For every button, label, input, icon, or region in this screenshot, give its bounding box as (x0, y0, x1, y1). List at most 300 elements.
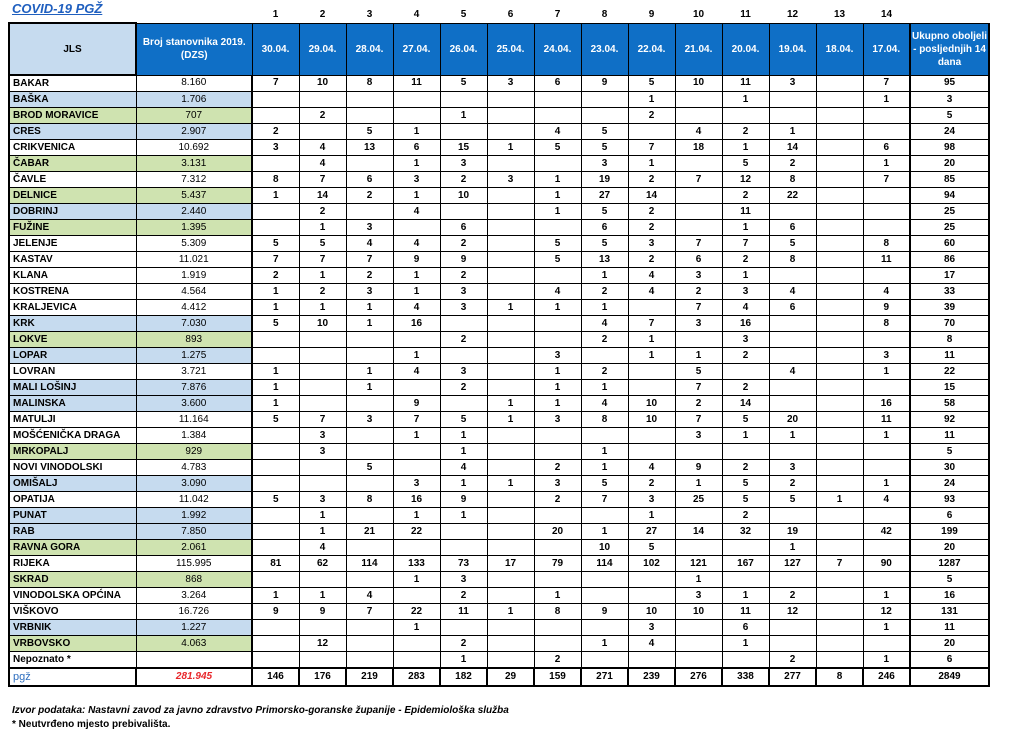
daily-cases: 5 (769, 236, 816, 252)
daily-cases: 7 (346, 252, 393, 268)
municipality-name: BAŠKA (9, 92, 136, 108)
daily-cases: 1 (393, 428, 440, 444)
daily-cases (487, 268, 534, 284)
daily-cases (487, 204, 534, 220)
daily-cases: 5 (346, 460, 393, 476)
header-date: 19.04. (769, 23, 816, 75)
population-value: 11.021 (136, 252, 252, 268)
daily-cases: 2 (252, 124, 299, 140)
daily-cases (487, 220, 534, 236)
totals-daily: 146 (252, 668, 299, 686)
daily-cases: 2 (628, 108, 675, 124)
daily-cases: 62 (299, 556, 346, 572)
daily-cases: 7 (346, 604, 393, 620)
daily-cases (346, 476, 393, 492)
daily-cases (346, 652, 393, 669)
daily-cases: 7 (675, 300, 722, 316)
population-value: 10.692 (136, 140, 252, 156)
daily-cases: 9 (252, 604, 299, 620)
daily-cases: 7 (299, 412, 346, 428)
daily-cases: 1 (299, 588, 346, 604)
daily-cases (534, 332, 581, 348)
daily-cases: 5 (628, 75, 675, 92)
daily-cases: 1 (487, 396, 534, 412)
daily-cases (534, 540, 581, 556)
header-total: Ukupno oboljeli - posljednjih 14 dana (910, 23, 989, 75)
daily-cases (346, 204, 393, 220)
daily-cases: 6 (346, 172, 393, 188)
daily-cases: 7 (299, 172, 346, 188)
daily-cases (675, 220, 722, 236)
daily-cases (816, 220, 863, 236)
daily-cases (816, 124, 863, 140)
daily-cases (816, 108, 863, 124)
daily-cases (769, 332, 816, 348)
daily-cases: 73 (440, 556, 487, 572)
column-number: 1 (272, 9, 279, 21)
daily-cases (769, 92, 816, 108)
daily-cases: 7 (252, 252, 299, 268)
daily-cases: 3 (769, 75, 816, 92)
daily-cases (816, 412, 863, 428)
daily-cases: 3 (863, 348, 910, 364)
total-cases: 11 (910, 620, 989, 636)
totals-grand: 2849 (910, 668, 989, 686)
table-row (9, 540, 989, 556)
population-value: 8.160 (136, 75, 252, 92)
daily-cases (722, 444, 769, 460)
daily-cases: 13 (346, 140, 393, 156)
daily-cases: 1 (252, 588, 299, 604)
daily-cases (581, 620, 628, 636)
daily-cases (534, 572, 581, 588)
daily-cases (675, 108, 722, 124)
daily-cases: 4 (299, 140, 346, 156)
daily-cases (863, 268, 910, 284)
daily-cases (487, 156, 534, 172)
daily-cases (675, 652, 722, 669)
daily-cases (346, 92, 393, 108)
daily-cases: 1 (722, 92, 769, 108)
daily-cases: 11 (722, 75, 769, 92)
daily-cases (628, 364, 675, 380)
daily-cases: 20 (534, 524, 581, 540)
daily-cases: 2 (299, 284, 346, 300)
daily-cases: 2 (440, 380, 487, 396)
daily-cases: 7 (393, 412, 440, 428)
daily-cases: 2 (440, 588, 487, 604)
daily-cases (487, 492, 534, 508)
header-date: 25.04. (487, 23, 534, 75)
header-date: 22.04. (628, 23, 675, 75)
daily-cases: 1 (534, 364, 581, 380)
daily-cases: 127 (769, 556, 816, 572)
total-cases: 5 (910, 572, 989, 588)
daily-cases (628, 428, 675, 444)
daily-cases: 8 (346, 75, 393, 92)
daily-cases: 10 (628, 396, 675, 412)
report-title: COVID-19 PGŽ (12, 1, 103, 16)
daily-cases (816, 620, 863, 636)
population-value: 4.412 (136, 300, 252, 316)
daily-cases (487, 316, 534, 332)
total-cases: 25 (910, 220, 989, 236)
daily-cases (487, 508, 534, 524)
table-row (9, 492, 989, 508)
daily-cases: 7 (299, 252, 346, 268)
daily-cases: 1 (440, 476, 487, 492)
daily-cases (675, 204, 722, 220)
daily-cases: 1 (252, 300, 299, 316)
daily-cases (393, 540, 440, 556)
daily-cases (628, 444, 675, 460)
table-row (9, 380, 989, 396)
daily-cases (816, 460, 863, 476)
population-value: 7.030 (136, 316, 252, 332)
daily-cases (299, 124, 346, 140)
header-date: 29.04. (299, 23, 346, 75)
total-cases: 131 (910, 604, 989, 620)
spacer-cell (136, 8, 252, 23)
daily-cases (816, 380, 863, 396)
daily-cases: 1 (534, 204, 581, 220)
daily-cases (675, 92, 722, 108)
table-row (9, 156, 989, 172)
daily-cases: 11 (722, 204, 769, 220)
daily-cases: 7 (581, 492, 628, 508)
daily-cases (863, 332, 910, 348)
daily-cases (487, 620, 534, 636)
population-value: 1.384 (136, 428, 252, 444)
total-cases: 3 (910, 92, 989, 108)
daily-cases: 1 (487, 140, 534, 156)
municipality-name: BAKAR (9, 75, 136, 92)
municipality-name: RAB (9, 524, 136, 540)
daily-cases (346, 636, 393, 652)
daily-cases: 16 (722, 316, 769, 332)
daily-cases: 3 (393, 172, 440, 188)
daily-cases (440, 540, 487, 556)
municipality-name: CRES (9, 124, 136, 140)
municipality-name: ČAVLE (9, 172, 136, 188)
daily-cases: 7 (722, 236, 769, 252)
table-row (9, 604, 989, 620)
total-cases: 86 (910, 252, 989, 268)
municipality-name: LOPAR (9, 348, 136, 364)
daily-cases: 2 (628, 252, 675, 268)
daily-cases: 3 (675, 588, 722, 604)
daily-cases: 10 (299, 316, 346, 332)
total-cases: 95 (910, 75, 989, 92)
daily-cases (393, 636, 440, 652)
daily-cases (816, 332, 863, 348)
daily-cases: 3 (440, 572, 487, 588)
daily-cases (393, 588, 440, 604)
daily-cases (252, 348, 299, 364)
daily-cases: 12 (299, 636, 346, 652)
footnote: * Neutvrđeno mjesto prebivališta. (12, 719, 171, 730)
daily-cases: 1 (863, 588, 910, 604)
daily-cases: 2 (440, 636, 487, 652)
daily-cases (440, 620, 487, 636)
municipality-name: NOVI VINODOLSKI (9, 460, 136, 476)
daily-cases: 1 (299, 268, 346, 284)
totals-daily: 246 (863, 668, 910, 686)
daily-cases: 2 (534, 652, 581, 669)
daily-cases (299, 572, 346, 588)
municipality-name: ČABAR (9, 156, 136, 172)
daily-cases: 1 (581, 268, 628, 284)
totals-daily: 277 (769, 668, 816, 686)
table-row (9, 428, 989, 444)
daily-cases: 2 (534, 460, 581, 476)
daily-cases (816, 636, 863, 652)
table-row (9, 652, 989, 669)
daily-cases (393, 460, 440, 476)
daily-cases (769, 508, 816, 524)
daily-cases: 3 (628, 620, 675, 636)
daily-cases (487, 284, 534, 300)
table-row (9, 412, 989, 428)
daily-cases: 1 (252, 364, 299, 380)
daily-cases: 3 (440, 300, 487, 316)
daily-cases: 3 (440, 156, 487, 172)
daily-cases: 4 (346, 236, 393, 252)
daily-cases: 3 (346, 284, 393, 300)
daily-cases: 7 (252, 75, 299, 92)
daily-cases (769, 204, 816, 220)
daily-cases: 18 (675, 140, 722, 156)
daily-cases: 11 (863, 412, 910, 428)
daily-cases: 3 (393, 476, 440, 492)
daily-cases: 12 (722, 172, 769, 188)
table-row (9, 348, 989, 364)
total-cases: 24 (910, 124, 989, 140)
daily-cases (816, 156, 863, 172)
municipality-name: MALINSKA (9, 396, 136, 412)
totals-daily: 271 (581, 668, 628, 686)
daily-cases: 1 (393, 124, 440, 140)
daily-cases: 9 (581, 75, 628, 92)
municipality-name: VIŠKOVO (9, 604, 136, 620)
daily-cases (487, 348, 534, 364)
daily-cases: 4 (722, 300, 769, 316)
daily-cases: 3 (628, 492, 675, 508)
daily-cases: 4 (628, 284, 675, 300)
header-date: 21.04. (675, 23, 722, 75)
daily-cases (816, 348, 863, 364)
daily-cases (393, 92, 440, 108)
daily-cases (440, 316, 487, 332)
population-value: 929 (136, 444, 252, 460)
total-cases: 11 (910, 428, 989, 444)
column-number: 4 (413, 9, 420, 21)
daily-cases: 1 (863, 156, 910, 172)
table-row (9, 92, 989, 108)
population-value: 11.164 (136, 412, 252, 428)
daily-cases (299, 652, 346, 669)
daily-cases: 7 (675, 236, 722, 252)
daily-cases: 2 (299, 204, 346, 220)
daily-cases: 1 (675, 572, 722, 588)
daily-cases: 5 (581, 124, 628, 140)
daily-cases (816, 204, 863, 220)
municipality-name: OMIŠALJ (9, 476, 136, 492)
daily-cases (487, 572, 534, 588)
daily-cases: 6 (534, 75, 581, 92)
municipality-name: RAVNA GORA (9, 540, 136, 556)
daily-cases (863, 636, 910, 652)
table-row (9, 636, 989, 652)
daily-cases: 5 (252, 236, 299, 252)
municipality-name: DOBRINJ (9, 204, 136, 220)
column-number: 10 (692, 9, 705, 21)
daily-cases: 2 (769, 476, 816, 492)
daily-cases (816, 508, 863, 524)
daily-cases: 3 (722, 332, 769, 348)
daily-cases: 8 (863, 236, 910, 252)
daily-cases (863, 508, 910, 524)
daily-cases (816, 444, 863, 460)
daily-cases (299, 476, 346, 492)
daily-cases (816, 236, 863, 252)
municipality-name: LOVRAN (9, 364, 136, 380)
daily-cases (252, 540, 299, 556)
total-cases: 60 (910, 236, 989, 252)
municipality-name: KLANA (9, 268, 136, 284)
daily-cases: 2 (346, 268, 393, 284)
daily-cases: 1 (440, 444, 487, 460)
daily-cases (346, 428, 393, 444)
daily-cases (252, 428, 299, 444)
municipality-name: Nepoznato * (9, 652, 136, 669)
daily-cases: 1 (252, 396, 299, 412)
daily-cases: 1 (628, 332, 675, 348)
total-cases: 8 (910, 332, 989, 348)
table-row (9, 252, 989, 268)
daily-cases: 6 (675, 252, 722, 268)
municipality-name: MALI LOŠINJ (9, 380, 136, 396)
daily-cases: 2 (722, 124, 769, 140)
table-row (9, 508, 989, 524)
daily-cases: 2 (722, 252, 769, 268)
daily-cases: 8 (863, 316, 910, 332)
daily-cases: 1 (534, 172, 581, 188)
total-cases: 39 (910, 300, 989, 316)
daily-cases (722, 540, 769, 556)
daily-cases: 2 (769, 588, 816, 604)
daily-cases (440, 92, 487, 108)
daily-cases (346, 572, 393, 588)
column-number-row (9, 8, 989, 23)
column-number: 3 (366, 9, 373, 21)
daily-cases: 16 (393, 316, 440, 332)
daily-cases: 32 (722, 524, 769, 540)
daily-cases: 1 (628, 156, 675, 172)
daily-cases: 20 (769, 412, 816, 428)
total-cases: 5 (910, 444, 989, 460)
daily-cases: 5 (534, 252, 581, 268)
daily-cases: 79 (534, 556, 581, 572)
daily-cases: 19 (769, 524, 816, 540)
daily-cases: 9 (393, 396, 440, 412)
population-value: 893 (136, 332, 252, 348)
column-number: 9 (648, 9, 655, 21)
municipality-name: LOKVE (9, 332, 136, 348)
municipality-name: VINODOLSKA OPĆINA (9, 588, 136, 604)
daily-cases: 1 (722, 268, 769, 284)
table-row (9, 572, 989, 588)
daily-cases: 2 (440, 236, 487, 252)
table-row (9, 476, 989, 492)
daily-cases: 3 (534, 348, 581, 364)
table-row (9, 556, 989, 572)
daily-cases: 3 (299, 444, 346, 460)
daily-cases (863, 204, 910, 220)
daily-cases: 2 (299, 108, 346, 124)
daily-cases: 10 (440, 188, 487, 204)
daily-cases: 1 (299, 524, 346, 540)
daily-cases (534, 268, 581, 284)
total-cases: 92 (910, 412, 989, 428)
daily-cases: 6 (581, 220, 628, 236)
daily-cases: 1 (440, 108, 487, 124)
daily-cases (628, 572, 675, 588)
daily-cases: 1 (346, 380, 393, 396)
daily-cases (487, 380, 534, 396)
daily-cases (299, 380, 346, 396)
daily-cases: 11 (440, 604, 487, 620)
total-cases: 5 (910, 108, 989, 124)
daily-cases: 6 (722, 620, 769, 636)
daily-cases: 1 (722, 588, 769, 604)
daily-cases (769, 396, 816, 412)
daily-cases (346, 444, 393, 460)
daily-cases: 2 (346, 188, 393, 204)
table-row (9, 396, 989, 412)
daily-cases: 21 (346, 524, 393, 540)
table-row (9, 236, 989, 252)
daily-cases: 114 (346, 556, 393, 572)
daily-cases: 1 (722, 636, 769, 652)
daily-cases: 5 (722, 476, 769, 492)
total-cases: 6 (910, 652, 989, 669)
daily-cases: 3 (722, 284, 769, 300)
total-cases: 15 (910, 380, 989, 396)
daily-cases (816, 428, 863, 444)
total-cases: 85 (910, 172, 989, 188)
daily-cases (769, 316, 816, 332)
daily-cases (581, 428, 628, 444)
totals-row (9, 668, 989, 686)
daily-cases: 8 (252, 172, 299, 188)
daily-cases: 3 (440, 284, 487, 300)
table-row (9, 188, 989, 204)
daily-cases: 8 (769, 252, 816, 268)
daily-cases: 1 (252, 284, 299, 300)
daily-cases (393, 380, 440, 396)
daily-cases: 2 (581, 364, 628, 380)
total-cases: 16 (910, 588, 989, 604)
municipality-name: KOSTRENA (9, 284, 136, 300)
daily-cases (346, 620, 393, 636)
daily-cases: 1 (393, 156, 440, 172)
daily-cases (816, 476, 863, 492)
daily-cases: 8 (581, 412, 628, 428)
daily-cases (863, 188, 910, 204)
population-value: 707 (136, 108, 252, 124)
table-row (9, 268, 989, 284)
